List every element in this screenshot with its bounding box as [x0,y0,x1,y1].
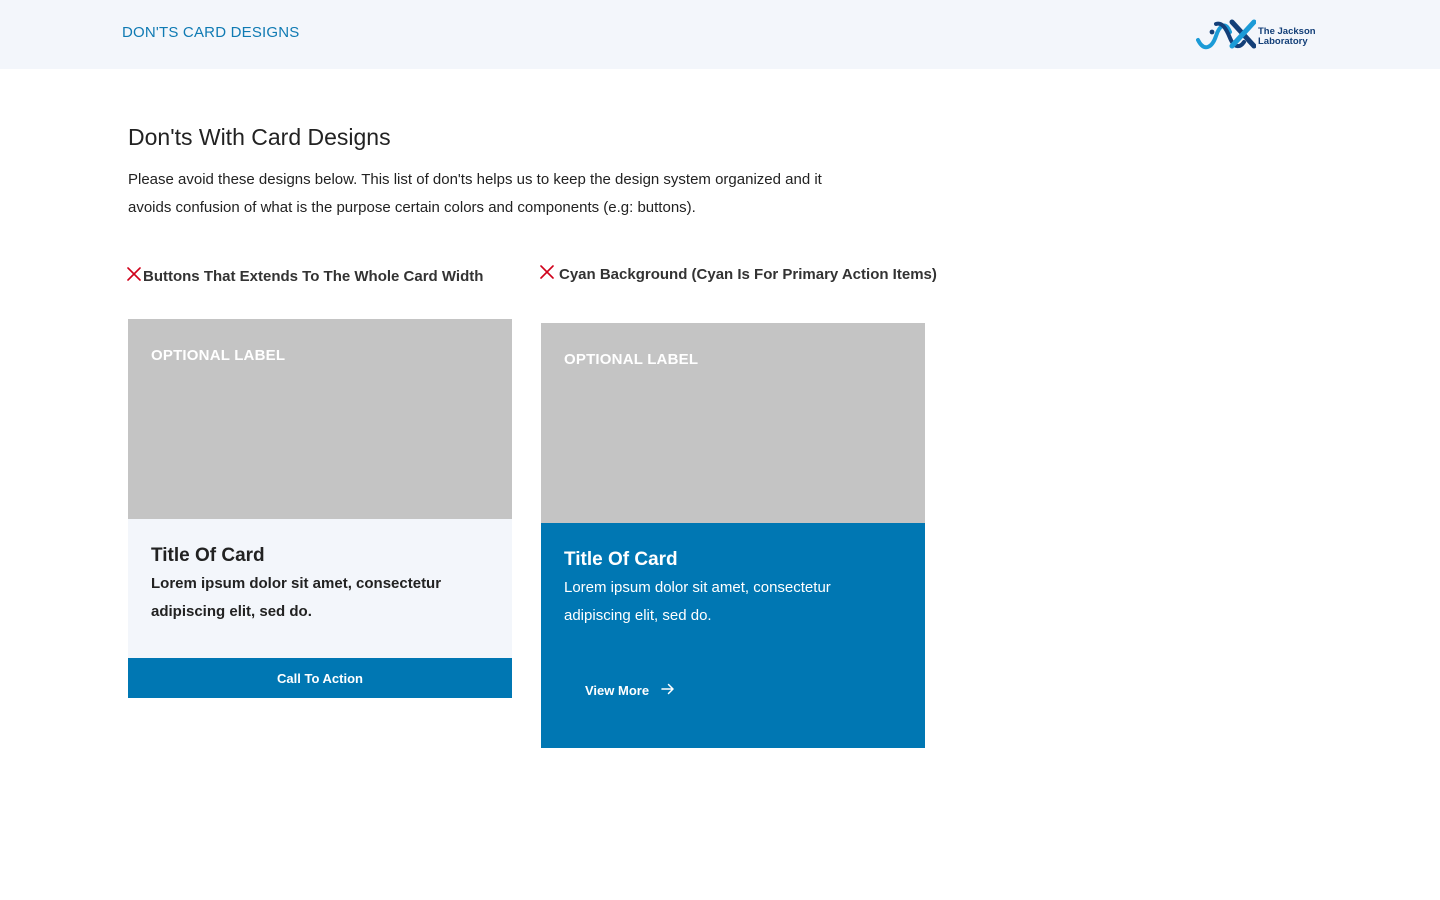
card-body [128,519,512,658]
card-title: Title Of Card [564,549,678,570]
logo-line-2: Laboratory [1258,36,1308,47]
logo-line-1: The Jackson [1258,26,1316,37]
call-to-action-button[interactable]: Call To Action [128,658,512,698]
header-title: DON'TS CARD DESIGNS [122,24,300,41]
card-title: Title Of Card [151,545,265,566]
card-image-placeholder [128,319,512,519]
jax-logo[interactable] [1196,18,1320,50]
card-cyan-background [541,323,925,748]
close-x-icon [540,265,554,283]
page-title: Don'ts With Card Designs [128,124,391,150]
dont-label-text: Buttons That Extends To The Whole Card Width [143,267,484,285]
dont-label-cyan-background [540,265,937,283]
intro-paragraph: Please avoid these designs below. This list of don'ts helps us to keep the design system organized and it avoids confusion of what is the purpose certain colors and components (e.g: buttons). [128,171,822,216]
top-header [0,0,1440,69]
logo-text [1258,27,1316,47]
card-text: Lorem ipsum dolor sit amet, consectetur adipiscing elit, sed do. [564,579,831,624]
close-x-icon [127,267,141,285]
card-body [541,523,925,748]
jax-logo-mark-icon [1196,18,1256,50]
dont-label-text: Cyan Background (Cyan Is For Primary Action Items) [559,265,937,283]
card-text: Lorem ipsum dolor sit amet, consectetur adipiscing elit, sed do. [151,575,442,620]
dont-label-full-width-button [127,267,483,285]
view-more-label: View More [585,683,650,698]
arrow-right-icon [661,683,675,698]
card-full-width-button [128,319,512,698]
card-image-placeholder [541,323,925,523]
view-more-link[interactable] [585,683,675,698]
optional-label: OPTIONAL LABEL [151,347,286,364]
optional-label: OPTIONAL LABEL [564,351,699,368]
